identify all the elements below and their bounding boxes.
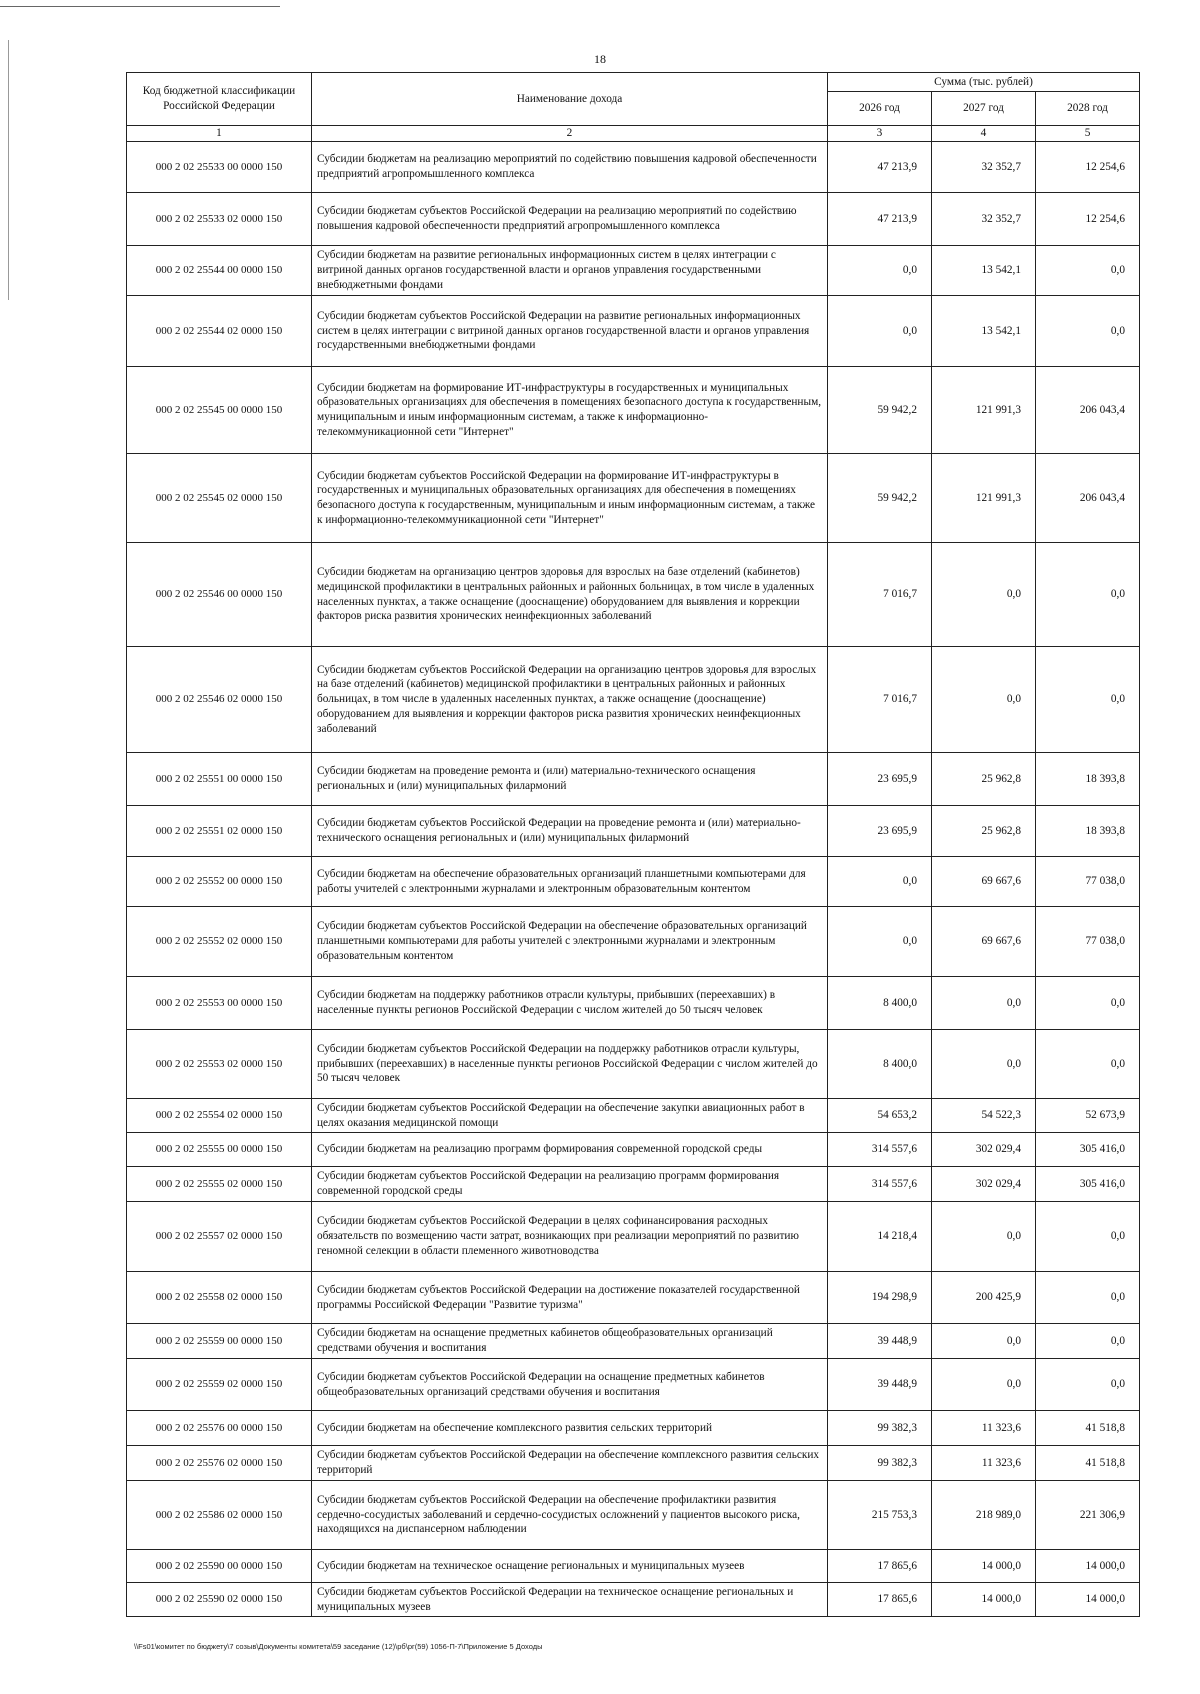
amount-2026: 0,0 [828, 857, 932, 907]
amount-2027: 0,0 [932, 1030, 1036, 1099]
income-name: Субсидии бюджетам субъектов Российской Федерации на организацию центров здоровья для взрослых на базе отделений (кабинетов) медицинской профилактики в центральных районных и районных больницах, в том числе в удаленных населенных пунктах, а также оснащение (дооснащение) оборудованием для выявления и коррекции факторов риска развития хронических неинфекционных заболеваний [312, 647, 828, 753]
amount-2026: 314 557,6 [828, 1133, 932, 1167]
amount-2027: 121 991,3 [932, 454, 1036, 543]
table-row [127, 907, 1140, 977]
budget-code: 000 2 02 25559 00 0000 150 [127, 1324, 312, 1359]
budget-code: 000 2 02 25533 00 0000 150 [127, 142, 312, 193]
amount-2028: 0,0 [1036, 1202, 1140, 1272]
table-row [127, 296, 1140, 367]
amount-2028: 18 393,8 [1036, 806, 1140, 857]
amount-2027: 302 029,4 [932, 1167, 1036, 1202]
amount-2026: 314 557,6 [828, 1167, 932, 1202]
budget-code: 000 2 02 25546 02 0000 150 [127, 647, 312, 753]
table-row [127, 1411, 1140, 1446]
amount-2027: 218 989,0 [932, 1481, 1036, 1550]
amount-2028: 52 673,9 [1036, 1099, 1140, 1133]
amount-2026: 54 653,2 [828, 1099, 932, 1133]
income-name: Субсидии бюджетам на обеспечение комплексного развития сельских территорий [312, 1411, 828, 1446]
amount-2028: 77 038,0 [1036, 857, 1140, 907]
amount-2027: 0,0 [932, 1324, 1036, 1359]
col-number: 5 [1036, 126, 1140, 142]
amount-2028: 41 518,8 [1036, 1446, 1140, 1481]
table-row [127, 1133, 1140, 1167]
table-row [127, 1099, 1140, 1133]
amount-2028: 0,0 [1036, 1272, 1140, 1324]
amount-2027: 11 323,6 [932, 1446, 1036, 1481]
table-row [127, 806, 1140, 857]
amount-2026: 215 753,3 [828, 1481, 932, 1550]
table-row [127, 1324, 1140, 1359]
amount-2028: 14 000,0 [1036, 1583, 1140, 1617]
amount-2026: 23 695,9 [828, 806, 932, 857]
table-row [127, 1030, 1140, 1099]
income-name: Субсидии бюджетам на проведение ремонта и (или) материально-технического оснащения региональных и (или) муниципальных филармоний [312, 753, 828, 806]
amount-2028: 0,0 [1036, 296, 1140, 367]
income-name: Субсидии бюджетам субъектов Российской Федерации на достижение показателей государственной программы Российской Федерации "Развитие туризма" [312, 1272, 828, 1324]
amount-2027: 302 029,4 [932, 1133, 1036, 1167]
amount-2026: 17 865,6 [828, 1583, 932, 1617]
table-row [127, 1202, 1140, 1272]
header-year-2027: 2027 год [932, 92, 1036, 126]
amount-2026: 8 400,0 [828, 1030, 932, 1099]
table-row [127, 367, 1140, 454]
budget-code: 000 2 02 25590 02 0000 150 [127, 1583, 312, 1617]
table-row [127, 1446, 1140, 1481]
amount-2026: 7 016,7 [828, 647, 932, 753]
income-name: Субсидии бюджетам на оснащение предметных кабинетов общеобразовательных организаций средствами обучения и воспитания [312, 1324, 828, 1359]
budget-code: 000 2 02 25553 00 0000 150 [127, 977, 312, 1030]
amount-2026: 14 218,4 [828, 1202, 932, 1272]
amount-2026: 47 213,9 [828, 193, 932, 246]
amount-2027: 69 667,6 [932, 907, 1036, 977]
income-name: Субсидии бюджетам субъектов Российской Федерации в целях софинансирования расходных обязательств по возмещению части затрат, возникающих при реализации мероприятий по развитию геномной селекции в области племенного животноводства [312, 1202, 828, 1272]
amount-2027: 14 000,0 [932, 1550, 1036, 1583]
page-number: 18 [594, 52, 606, 66]
amount-2027: 14 000,0 [932, 1583, 1036, 1617]
header-sum: Сумма (тыс. рублей) [828, 73, 1140, 92]
budget-code: 000 2 02 25590 00 0000 150 [127, 1550, 312, 1583]
amount-2026: 39 448,9 [828, 1324, 932, 1359]
table-row [127, 1583, 1140, 1617]
table-row [127, 1550, 1140, 1583]
budget-code: 000 2 02 25551 02 0000 150 [127, 806, 312, 857]
amount-2028: 206 043,4 [1036, 367, 1140, 454]
income-name: Субсидии бюджетам субъектов Российской Федерации на техническое оснащение региональных и муниципальных музеев [312, 1583, 828, 1617]
income-name: Субсидии бюджетам на поддержку работников отрасли культуры, прибывших (переехавших) в населенные пункты регионов Российской Федерации с числом жителей до 50 тысяч человек [312, 977, 828, 1030]
budget-code: 000 2 02 25554 02 0000 150 [127, 1099, 312, 1133]
amount-2028: 12 254,6 [1036, 142, 1140, 193]
col-number: 4 [932, 126, 1036, 142]
amount-2028: 12 254,6 [1036, 193, 1140, 246]
budget-code: 000 2 02 25545 02 0000 150 [127, 454, 312, 543]
income-name: Субсидии бюджетам на организацию центров здоровья для взрослых на базе отделений (кабинетов) медицинской профилактики в центральных районных и районных больницах, в том числе в удаленных населенных пунктах, а также оснащение (дооснащение) оборудованием для выявления и коррекции факторов риска развития хронических неинфекционных заболеваний [312, 543, 828, 647]
budget-code: 000 2 02 25555 00 0000 150 [127, 1133, 312, 1167]
amount-2028: 18 393,8 [1036, 753, 1140, 806]
budget-code: 000 2 02 25559 02 0000 150 [127, 1359, 312, 1411]
amount-2027: 32 352,7 [932, 193, 1036, 246]
amount-2027: 0,0 [932, 1359, 1036, 1411]
amount-2028: 0,0 [1036, 1359, 1140, 1411]
amount-2026: 0,0 [828, 907, 932, 977]
amount-2027: 25 962,8 [932, 753, 1036, 806]
budget-code: 000 2 02 25586 02 0000 150 [127, 1481, 312, 1550]
table-row [127, 543, 1140, 647]
table-row [127, 1272, 1140, 1324]
budget-code: 000 2 02 25551 00 0000 150 [127, 753, 312, 806]
amount-2028: 0,0 [1036, 246, 1140, 296]
income-name: Субсидии бюджетам субъектов Российской Федерации на обеспечение профилактики развития сердечно-сосудистых заболеваний и сердечно-сосудистых осложнений у пациентов высокого риска, находящихся на диспансерном наблюдении [312, 1481, 828, 1550]
header-year-2026: 2026 год [828, 92, 932, 126]
income-name: Субсидии бюджетам на реализацию мероприятий по содействию повышения кадровой обеспеченности предприятий агропромышленного комплекса [312, 142, 828, 193]
amount-2027: 25 962,8 [932, 806, 1036, 857]
table-row [127, 142, 1140, 193]
income-name: Субсидии бюджетам субъектов Российской Федерации на поддержку работников отрасли культуры, прибывших (переехавших) в населенные пункты регионов Российской Федерации с числом жителей до 50 тысяч человек [312, 1030, 828, 1099]
income-name: Субсидии бюджетам на техническое оснащение региональных и муниципальных музеев [312, 1550, 828, 1583]
income-name: Субсидии бюджетам субъектов Российской Федерации на развитие региональных информационных систем в целях интеграции с витриной данных органов государственной власти и органов управления государственными внебюджетными фондами [312, 296, 828, 367]
col-number: 2 [312, 126, 828, 142]
amount-2026: 59 942,2 [828, 367, 932, 454]
income-name: Субсидии бюджетам субъектов Российской Федерации на формирование ИТ-инфраструктуры в государственных и муниципальных образовательных организациях для обеспечения в помещениях безопасного доступа к государственным, муниципальным и иным информационным системам, а также к информационно-телекоммуникационной сети "Интернет" [312, 454, 828, 543]
table-row [127, 1481, 1140, 1550]
table-row [127, 647, 1140, 753]
income-name: Субсидии бюджетам субъектов Российской Федерации на проведение ремонта и (или) материально-технического оснащения региональных и (или) муниципальных филармоний [312, 806, 828, 857]
amount-2027: 0,0 [932, 977, 1036, 1030]
table-row [127, 977, 1140, 1030]
amount-2027: 121 991,3 [932, 367, 1036, 454]
budget-code: 000 2 02 25557 02 0000 150 [127, 1202, 312, 1272]
table-row [127, 193, 1140, 246]
scan-edge-line [0, 6, 280, 7]
amount-2028: 0,0 [1036, 543, 1140, 647]
budget-code: 000 2 02 25558 02 0000 150 [127, 1272, 312, 1324]
amount-2026: 99 382,3 [828, 1411, 932, 1446]
amount-2026: 194 298,9 [828, 1272, 932, 1324]
income-name: Субсидии бюджетам на формирование ИТ-инфраструктуры в государственных и муниципальных образовательных организациях для обеспечения в помещениях безопасного доступа к государственным, муниципальным и иным информационным системам, а также к информационно-телекоммуникационной сети "Интернет" [312, 367, 828, 454]
income-name: Субсидии бюджетам субъектов Российской Федерации на реализацию мероприятий по содействию повышения кадровой обеспеченности предприятий агропромышленного комплекса [312, 193, 828, 246]
amount-2027: 32 352,7 [932, 142, 1036, 193]
amount-2028: 206 043,4 [1036, 454, 1140, 543]
amount-2026: 99 382,3 [828, 1446, 932, 1481]
amount-2026: 23 695,9 [828, 753, 932, 806]
amount-2028: 221 306,9 [1036, 1481, 1140, 1550]
table-row [127, 1359, 1140, 1411]
amount-2028: 14 000,0 [1036, 1550, 1140, 1583]
income-name: Субсидии бюджетам субъектов Российской Федерации на обеспечение образовательных организаций планшетными компьютерами для работы учителей с электронными журналами и электронным образовательным контентом [312, 907, 828, 977]
amount-2027: 69 667,6 [932, 857, 1036, 907]
budget-code: 000 2 02 25533 02 0000 150 [127, 193, 312, 246]
budget-code: 000 2 02 25553 02 0000 150 [127, 1030, 312, 1099]
amount-2027: 0,0 [932, 543, 1036, 647]
income-name: Субсидии бюджетам субъектов Российской Федерации на обеспечение закупки авиационных работ в целях оказания медицинской помощи [312, 1099, 828, 1133]
income-name: Субсидии бюджетам субъектов Российской Федерации на оснащение предметных кабинетов общеобразовательных организаций средствами обучения и воспитания [312, 1359, 828, 1411]
amount-2026: 39 448,9 [828, 1359, 932, 1411]
table-row [127, 246, 1140, 296]
income-name: Субсидии бюджетам субъектов Российской Федерации на обеспечение комплексного развития сельских территорий [312, 1446, 828, 1481]
amount-2028: 0,0 [1036, 1030, 1140, 1099]
income-name: Субсидии бюджетам на реализацию программ формирования современной городской среды [312, 1133, 828, 1167]
header-code: Код бюджетной классификации Российской Федерации [127, 73, 312, 126]
amount-2027: 11 323,6 [932, 1411, 1036, 1446]
income-name: Субсидии бюджетам на обеспечение образовательных организаций планшетными компьютерами для работы учителей с электронными журналами и электронным образовательным контентом [312, 857, 828, 907]
amount-2027: 200 425,9 [932, 1272, 1036, 1324]
income-name: Субсидии бюджетам на развитие региональных информационных систем в целях интеграции с витриной данных органов государственной власти и органов управления государственными внебюджетными фондами [312, 246, 828, 296]
amount-2027: 0,0 [932, 647, 1036, 753]
budget-code: 000 2 02 25544 02 0000 150 [127, 296, 312, 367]
scan-margin-line [8, 40, 9, 300]
amount-2027: 0,0 [932, 1202, 1036, 1272]
budget-code: 000 2 02 25552 00 0000 150 [127, 857, 312, 907]
amount-2027: 13 542,1 [932, 246, 1036, 296]
col-number: 3 [828, 126, 932, 142]
amount-2026: 47 213,9 [828, 142, 932, 193]
amount-2026: 7 016,7 [828, 543, 932, 647]
amount-2026: 0,0 [828, 296, 932, 367]
amount-2026: 0,0 [828, 246, 932, 296]
amount-2026: 59 942,2 [828, 454, 932, 543]
budget-code: 000 2 02 25576 02 0000 150 [127, 1446, 312, 1481]
amount-2028: 305 416,0 [1036, 1133, 1140, 1167]
table-row [127, 753, 1140, 806]
file-path-footer: \\Fs01\комитет по бюджету\7 созыв\Документы комитета\59 заседание (12)\рб\рг(59) 1056-П-7\Приложение 5 Доходы [134, 1642, 543, 1651]
header-year-2028: 2028 год [1036, 92, 1140, 126]
budget-code: 000 2 02 25544 00 0000 150 [127, 246, 312, 296]
amount-2026: 17 865,6 [828, 1550, 932, 1583]
income-name: Субсидии бюджетам субъектов Российской Федерации на реализацию программ формирования современной городской среды [312, 1167, 828, 1202]
amount-2028: 305 416,0 [1036, 1167, 1140, 1202]
amount-2028: 0,0 [1036, 1324, 1140, 1359]
budget-code: 000 2 02 25545 00 0000 150 [127, 367, 312, 454]
amount-2028: 41 518,8 [1036, 1411, 1140, 1446]
budget-code: 000 2 02 25555 02 0000 150 [127, 1167, 312, 1202]
header-name: Наименование дохода [312, 73, 828, 126]
table-row [127, 1167, 1140, 1202]
budget-code: 000 2 02 25546 00 0000 150 [127, 543, 312, 647]
amount-2026: 8 400,0 [828, 977, 932, 1030]
amount-2028: 0,0 [1036, 977, 1140, 1030]
amount-2028: 0,0 [1036, 647, 1140, 753]
amount-2027: 13 542,1 [932, 296, 1036, 367]
table-row [127, 857, 1140, 907]
col-number: 1 [127, 126, 312, 142]
budget-code: 000 2 02 25552 02 0000 150 [127, 907, 312, 977]
amount-2027: 54 522,3 [932, 1099, 1036, 1133]
amount-2028: 77 038,0 [1036, 907, 1140, 977]
table-row [127, 454, 1140, 543]
budget-code: 000 2 02 25576 00 0000 150 [127, 1411, 312, 1446]
revenue-table [126, 72, 1140, 1617]
